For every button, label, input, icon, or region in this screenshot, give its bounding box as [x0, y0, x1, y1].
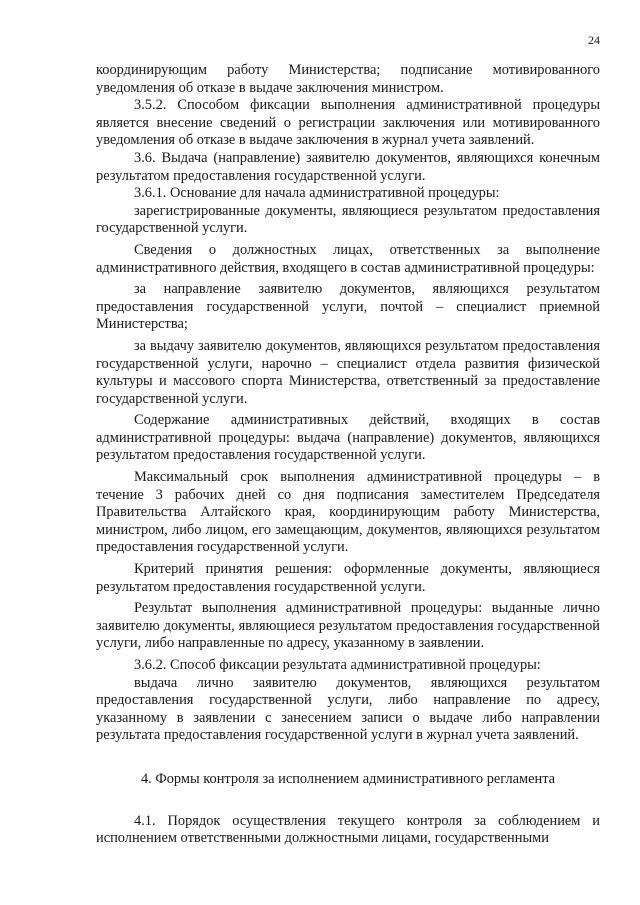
paragraph: 3.5.2. Способом фиксации выполнения административной процедуры является внесение сведений о регистрации заключения или мотивированного уведомления об отказе в выдаче заключения в журнал учета заявлений.: [96, 97, 600, 149]
page-number: 24: [588, 33, 600, 47]
paragraph: Содержание административных действий, входящих в состав административной процедуры: выдача (направление) документов, являющихся результатом предоставления государственной услуги.: [96, 412, 600, 464]
section-heading: 4. Формы контроля за исполнением административного регламента: [140, 770, 556, 787]
paragraph: 3.6.2. Способ фиксации результата административной процедуры:: [134, 657, 541, 673]
paragraph: за направление заявителю документов, являющихся результатом предоставления государственной услуги, почтой – специалист приемной Министерства;: [96, 281, 600, 333]
paragraph: за выдачу заявителю документов, являющихся результатом предоставления государственной услуги, нарочно – специалист отдела развития физической культуры и массового спорта Министерства, ответственный за предоставление государственной услуги.: [96, 337, 600, 407]
paragraph: Критерий принятия решения: оформленные документы, являющиеся результатом предоставления государственной услуги.: [96, 561, 600, 595]
paragraph: 3.6.1. Основание для начала административной процедуры:: [134, 185, 500, 202]
paragraph: зарегистрированные документы, являющиеся результатом предоставления государственной услуги.: [96, 202, 600, 237]
paragraph: Максимальный срок выполнения административной процедуры – в течение 3 рабочих дней со дня подписания заместителем Председателя Правительства Алтайского края, координирующим работу Министерства, министром, либо лицом, его замещающим, документов, являющихся результатом предоставления государственной услуги.: [96, 469, 600, 556]
paragraph: Результат выполнения административной процедуры: выданные лично заявителю документы, являющиеся результатом предоставления государственной услуги, либо направленные по адресу, указанному в заявлении.: [96, 600, 600, 652]
paragraph: выдача лично заявителю документов, являющихся результатом предоставления государственной услуги, либо направление по адресу, указанному в заявлении с занесением записи о выдаче либо направлении результата предоставления государственной услуги в журнал учета заявлений.: [96, 674, 600, 744]
paragraph: координирующим работу Министерства; подписание мотивированного уведомления об отказе в выдаче заключения министром.: [96, 62, 600, 96]
paragraph: 4.1. Порядок осуществления текущего контроля за соблюдением и исполнением ответственными должностными лицами, государственными: [96, 812, 600, 847]
paragraph: Сведения о должностных лицах, ответственных за выполнение административного действия, входящего в состав административной процедуры:: [96, 241, 600, 276]
paragraph: 3.6. Выдача (направление) заявителю документов, являющихся конечным результатом предоставления государственной услуги.: [96, 149, 600, 184]
document-body: [96, 62, 600, 848]
